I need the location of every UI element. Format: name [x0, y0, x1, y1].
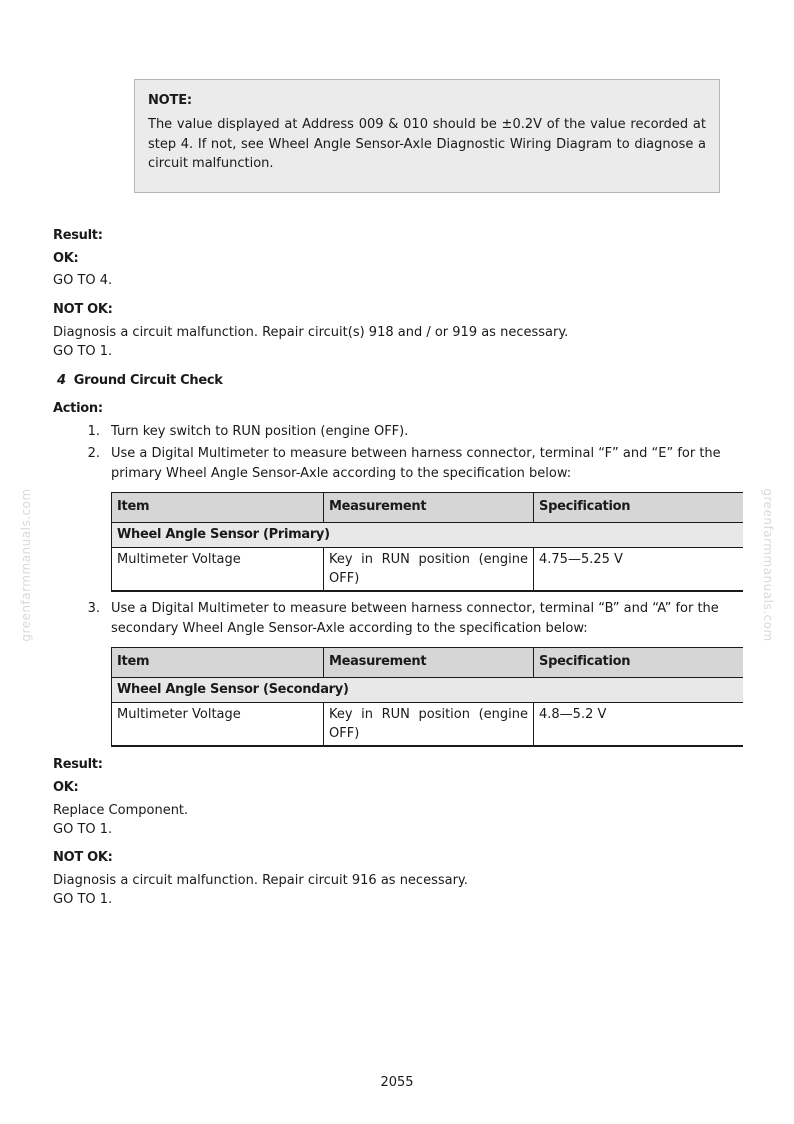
not-ok-text: Diagnosis a circuit malfunction. Repair circuit(s) 918 and / or 919 as necessary. [53, 325, 569, 340]
note-body: The value displayed at Address 009 & 010 should be ±0.2V of the value recorded at step 4. If not, see Wheel Angle Sensor-Axle Diagnostic Wiring Diagram to diagnose a circuit malfunction. [148, 117, 706, 171]
not-ok-label: NOT OK: [53, 302, 113, 317]
header-item: Item [112, 648, 324, 678]
note-box [134, 79, 720, 193]
action-item-text: Use a Digital Multimeter to measure between harness connector, terminal “F” and “E” for the primary Wheel Angle Sensor-Axle according to the specification below: [111, 446, 721, 481]
not-ok-text: Diagnosis a circuit malfunction. Repair circuit 916 as necessary. [53, 873, 468, 888]
not-ok-goto: GO TO 1. [53, 892, 113, 907]
result-label: Result: [53, 228, 103, 243]
header-measurement: Measurement [324, 493, 534, 523]
ok-goto: GO TO 1. [53, 822, 113, 837]
table-row [112, 548, 743, 592]
table-group-row [112, 678, 743, 703]
step-number: 4 [57, 373, 66, 388]
step-title: Ground Circuit Check [73, 373, 223, 388]
spec-table-primary [111, 492, 743, 592]
cell-measurement: Key in RUN position (engine OFF) [324, 703, 534, 747]
cell-specification: 4.75—5.25 V [534, 548, 743, 592]
cell-item: Multimeter Voltage [112, 703, 324, 747]
action-item-text: Use a Digital Multimeter to measure between harness connector, terminal “B” and “A” for the secondary Wheel Angle Sensor-Axle according to the specification below: [111, 601, 719, 636]
header-measurement: Measurement [324, 648, 534, 678]
not-ok-label: NOT OK: [53, 850, 113, 865]
watermark-left: greenfarmmanuals.com [19, 488, 33, 642]
step-heading [57, 371, 223, 391]
table-header-row [112, 648, 743, 678]
action-item-text: Turn key switch to RUN position (engine OFF). [111, 424, 409, 439]
ok-label: OK: [53, 251, 79, 266]
header-specification: Specification [534, 493, 743, 523]
note-title: NOTE: [148, 93, 192, 108]
table-header-row [112, 493, 743, 523]
group-title: Wheel Angle Sensor (Primary) [112, 523, 743, 548]
ok-text: GO TO 4. [53, 273, 113, 288]
ok-label: OK: [53, 780, 79, 795]
ok-text: Replace Component. [53, 803, 189, 818]
spec-table-secondary [111, 647, 743, 747]
action-label: Action: [53, 401, 103, 416]
header-item: Item [112, 493, 324, 523]
action-item-number: 2. [87, 446, 100, 461]
group-title: Wheel Angle Sensor (Secondary) [112, 678, 743, 703]
cell-item: Multimeter Voltage [112, 548, 324, 592]
action-item-number: 1. [87, 424, 100, 439]
page-number: 2055 [380, 1075, 414, 1090]
header-specification: Specification [534, 648, 743, 678]
cell-specification: 4.8—5.2 V [534, 703, 743, 747]
cell-measurement: Key in RUN position (engine OFF) [324, 548, 534, 592]
table-group-row [112, 523, 743, 548]
result-label: Result: [53, 757, 103, 772]
not-ok-goto: GO TO 1. [53, 344, 113, 359]
watermark-right: greenfarmmanuals.com [761, 488, 775, 642]
table-row [112, 703, 743, 747]
action-item-number: 3. [87, 601, 100, 616]
